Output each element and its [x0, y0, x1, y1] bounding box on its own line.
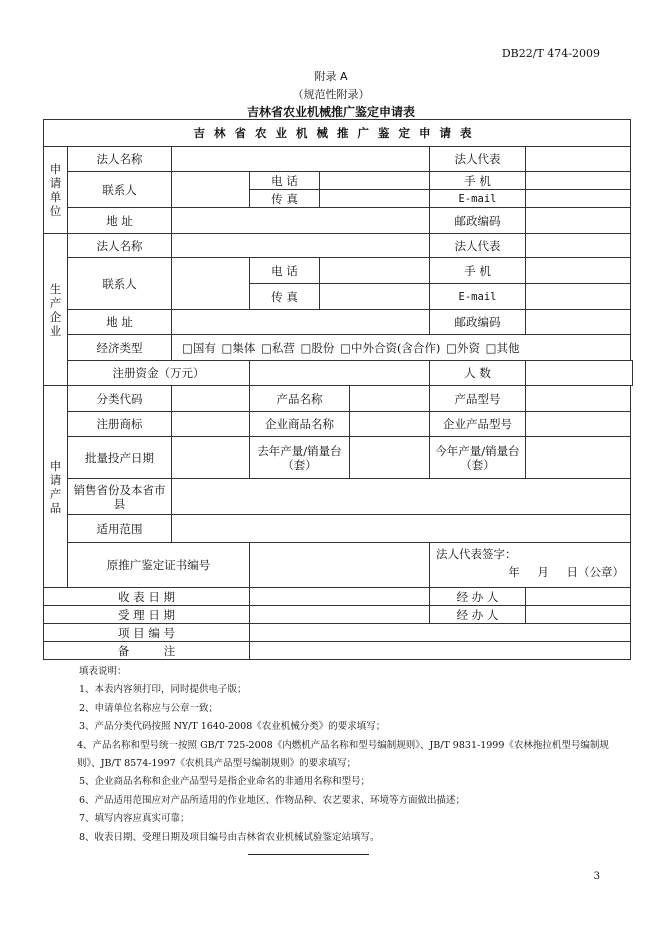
field-producer-fax[interactable]: [320, 284, 430, 310]
field-class-code[interactable]: [172, 386, 250, 412]
notes-heading: 填表说明：: [79, 666, 127, 677]
label-address: 地 址: [68, 208, 172, 234]
field-commercial-name[interactable]: [350, 412, 430, 437]
field-applicant-fax[interactable]: [320, 190, 430, 208]
label-received-date: 收 表 日 期: [44, 588, 250, 606]
note-item: 3、产品分类代码按照 NY/T 1640-2008《农业机械分类》的要求填写；: [79, 721, 386, 733]
label-original-certificate: 原推广鉴定证书编号: [68, 543, 250, 588]
label-commercial-name: 企业商品名称: [250, 412, 350, 437]
label-product-model: 产品型号: [430, 386, 526, 412]
field-applicant-legal-rep[interactable]: [526, 147, 631, 172]
field-producer-address[interactable]: [172, 310, 430, 335]
field-this-year-output[interactable]: [526, 437, 631, 479]
field-producer-legal-name[interactable]: [172, 234, 430, 258]
field-applicant-legal-name[interactable]: [172, 147, 430, 172]
field-applicant-mobile[interactable]: [526, 172, 631, 190]
field-sales-region[interactable]: [172, 479, 631, 515]
field-producer-postcode[interactable]: [526, 310, 631, 335]
page-number: 3: [593, 871, 600, 882]
label-application-scope: 适用范围: [68, 515, 172, 543]
signature-block[interactable]: [430, 543, 631, 588]
field-headcount[interactable]: [526, 361, 633, 386]
field-producer-email[interactable]: [526, 284, 631, 310]
field-accepted-date[interactable]: [250, 606, 430, 624]
label-legal-rep: 法人代表: [430, 147, 526, 172]
label-enterprise-model: 企业产品型号: [430, 412, 526, 437]
label-economic-type: 经济类型: [68, 335, 172, 361]
note-item: 1、本表内容须打印，同时提供电子版；: [79, 684, 247, 696]
label-remarks: 备 注: [44, 642, 250, 660]
label-legal-name: 法人名称: [68, 234, 172, 258]
label-project-number: 项 目 编 号: [44, 624, 250, 642]
note-item: 8、收表日期、受理日期及项目编号由吉林省农业机械试验鉴定站填写。: [79, 831, 380, 843]
standard-code: DB22/T 474-2009: [501, 47, 600, 60]
field-producer-contact[interactable]: [172, 258, 250, 310]
signature-date-line: 年 月 日（公章）: [508, 565, 624, 579]
field-applicant-email[interactable]: [526, 190, 631, 208]
table-heading: 吉林省农业机械推广鉴定申请表: [44, 120, 631, 147]
label-contact: 联系人: [68, 172, 172, 208]
field-registered-capital[interactable]: [250, 361, 430, 386]
filling-instructions: [79, 663, 609, 847]
label-legal-rep: 法人代表: [430, 234, 526, 258]
label-headcount: 人 数: [430, 361, 526, 386]
label-postcode: 邮政编码: [430, 310, 526, 335]
label-email: E-mail: [430, 190, 526, 208]
label-mass-production-date: 批量投产日期: [68, 437, 172, 479]
label-phone: 电 话: [250, 172, 320, 190]
note-item: 4、产品名称和型号统一按照 GB/T 725-2008《内燃机产品名称和型号编制规则》、JB/T 9831-1999《农林拖拉机型号编制规则》、JB/T 8574-1997《农机具产品型号编制规则》的要求填写；: [77, 739, 609, 770]
label-registered-capital: 注册资金（万元）: [68, 361, 250, 386]
field-applicant-contact[interactable]: [172, 172, 250, 208]
note-item: 7、填写内容应真实可靠；: [79, 813, 190, 825]
field-applicant-postcode[interactable]: [526, 208, 631, 234]
label-address: 地 址: [68, 310, 172, 335]
note-item: 2、申请单位名称应与公章一致；: [79, 702, 219, 714]
label-postcode: 邮政编码: [430, 208, 526, 234]
field-mass-production-date[interactable]: [172, 437, 250, 479]
field-producer-legal-rep[interactable]: [526, 234, 631, 258]
field-received-handler[interactable]: [526, 588, 631, 606]
label-sales-region: 销售省份及本省市县: [68, 479, 172, 515]
label-email: E-mail: [430, 284, 526, 310]
form-title: 吉林省农业机械推广鉴定申请表: [246, 105, 415, 119]
field-product-model[interactable]: [526, 386, 631, 412]
signature-label: 法人代表签字：: [436, 547, 517, 561]
field-enterprise-model[interactable]: [526, 412, 631, 437]
label-trademark: 注册商标: [68, 412, 172, 437]
economic-type-options[interactable]: □国有 □集体 □私营 □股份 □中外合资(含合作) □外资 □其他: [172, 335, 631, 361]
label-fax: 传 真: [250, 284, 320, 310]
label-handler: 经 办 人: [430, 588, 526, 606]
field-project-number[interactable]: [250, 624, 631, 642]
footer-rule: [248, 854, 369, 855]
label-mobile: 手 机: [430, 172, 526, 190]
field-received-date[interactable]: [250, 588, 430, 606]
field-last-year-output[interactable]: [350, 437, 430, 479]
field-producer-mobile[interactable]: [526, 258, 631, 284]
group-production-enterprise: 生 产 企 业: [44, 234, 68, 386]
label-contact: 联系人: [68, 258, 172, 310]
label-product-name: 产品名称: [250, 386, 350, 412]
group-applied-product: 申 请 产 品: [44, 386, 68, 588]
application-form-table: [43, 119, 633, 660]
appendix-label: 附录 A: [314, 70, 348, 83]
field-product-name[interactable]: [350, 386, 430, 412]
field-applicant-address[interactable]: [172, 208, 430, 234]
group-applicant-unit: 申 请 单 位: [44, 147, 68, 234]
label-class-code: 分类代码: [68, 386, 172, 412]
label-legal-name: 法人名称: [68, 147, 172, 172]
normative-label: （规范性附录）: [292, 88, 370, 101]
field-application-scope[interactable]: [172, 515, 631, 543]
field-original-certificate[interactable]: [250, 543, 430, 588]
label-this-year-output: 今年产量/销量台（套）: [430, 437, 526, 479]
label-last-year-output: 去年产量/销量台（套）: [250, 437, 350, 479]
note-item: 6、产品适用范围应对产品所适用的作业地区、作物品种、农艺要求、环境等方面做出描述；: [79, 794, 466, 806]
label-mobile: 手 机: [430, 258, 526, 284]
field-remarks[interactable]: [250, 642, 631, 660]
label-phone: 电 话: [250, 258, 320, 284]
label-handler: 经 办 人: [430, 606, 526, 624]
field-accepted-handler[interactable]: [526, 606, 631, 624]
field-applicant-phone[interactable]: [320, 172, 430, 190]
label-accepted-date: 受 理 日 期: [44, 606, 250, 624]
label-fax: 传 真: [250, 190, 320, 208]
field-trademark[interactable]: [172, 412, 250, 437]
field-producer-phone[interactable]: [320, 258, 430, 284]
note-item: 5、企业商品名称和企业产品型号是指企业命名的非通用名称和型号；: [79, 776, 371, 788]
